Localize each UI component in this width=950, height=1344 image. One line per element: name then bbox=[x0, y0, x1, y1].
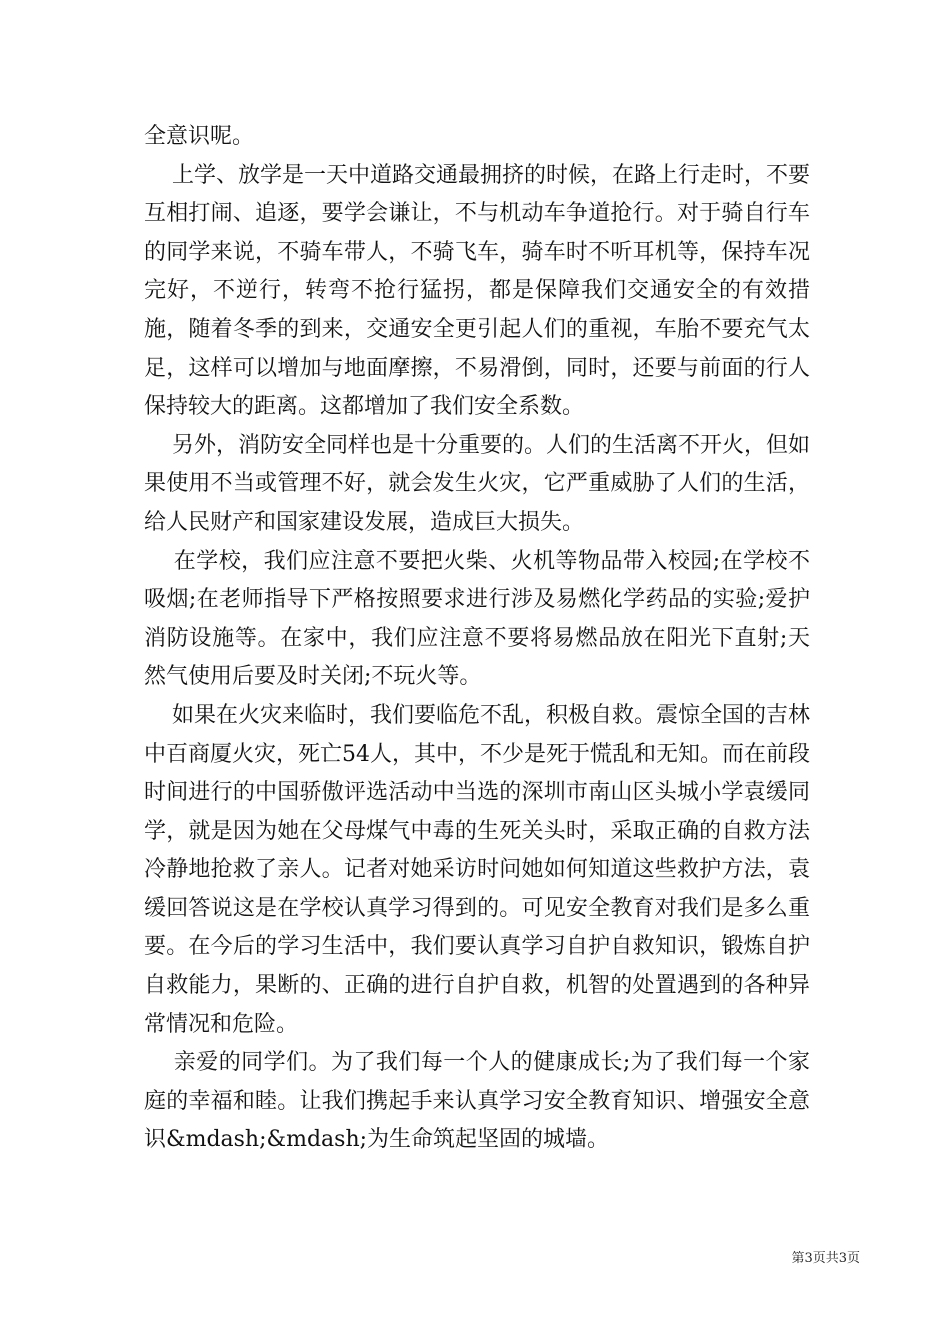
page-number-footer: 第3页共3页 bbox=[791, 1251, 860, 1266]
paragraph: 上学、放学是一天中道路交通最拥挤的时候，在路上行走时，不要互相打闹、追逐，要学会谦让，不与机动车争道抢行。对于骑自行车的同学来说，不骑车带人，不骑飞车，骑车时不听耳机等，保持车况完好，不逆行，转弯不抢行猛拐，都是保障我们交通安全的有效措施，随着冬季的到来，交通安全更引起人们的重视，车胎不要充气太足，这样可以增加与地面摩擦，不易滑倒，同时，还要与前面的行人保持较大的距离。这都增加了我们安全系数。 bbox=[144, 162, 810, 420]
paragraph: 如果在火灾来临时，我们要临危不乱，积极自救。震惊全国的吉林中百商厦火灾，死亡54人，其中，不少是死于慌乱和无知。而在前段时间进行的中国骄傲评选活动中当选的深圳市南山区头城小学袁缓同学，就是因为她在父母煤气中毒的生死关头时，采取正确的自救方法冷静地抢救了亲人。记者对她采访时问她如何知道这些救护方法，袁缓回答说这是在学校认真学习得到的。可见安全教育对我们是多么重要。在今后的学习生活中，我们要认真学习自护自救知识，锻炼自护自救能力，果断的、正确的进行自护自救，机智的处置遇到的各种异常情况和危险。 bbox=[144, 702, 810, 1037]
document-body bbox=[144, 118, 810, 1160]
paragraph: 亲爱的同学们。为了我们每一个人的健康成长;为了我们每一个家庭的幸福和睦。让我们携起手来认真学习安全教育知识、增强安全意识&mdash;&mdash;为生命筑起坚固的城墙。 bbox=[144, 1050, 810, 1153]
paragraph: 全意识呢。 bbox=[144, 124, 255, 149]
paragraph: 在学校，我们应注意不要把火柴、火机等物品带入校园;在学校不吸烟;在老师指导下严格按照要求进行涉及易燃化学药品的实验;爱护消防设施等。在家中，我们应注意不要将易燃品放在阳光下直射;天然气使用后要及时关闭;不玩火等。 bbox=[144, 548, 810, 690]
paragraph: 另外，消防安全同样也是十分重要的。人们的生活离不开火，但如果使用不当或管理不好，就会发生火灾，它严重威胁了人们的生活，给人民财产和国家建设发展，造成巨大损失。 bbox=[144, 432, 810, 535]
